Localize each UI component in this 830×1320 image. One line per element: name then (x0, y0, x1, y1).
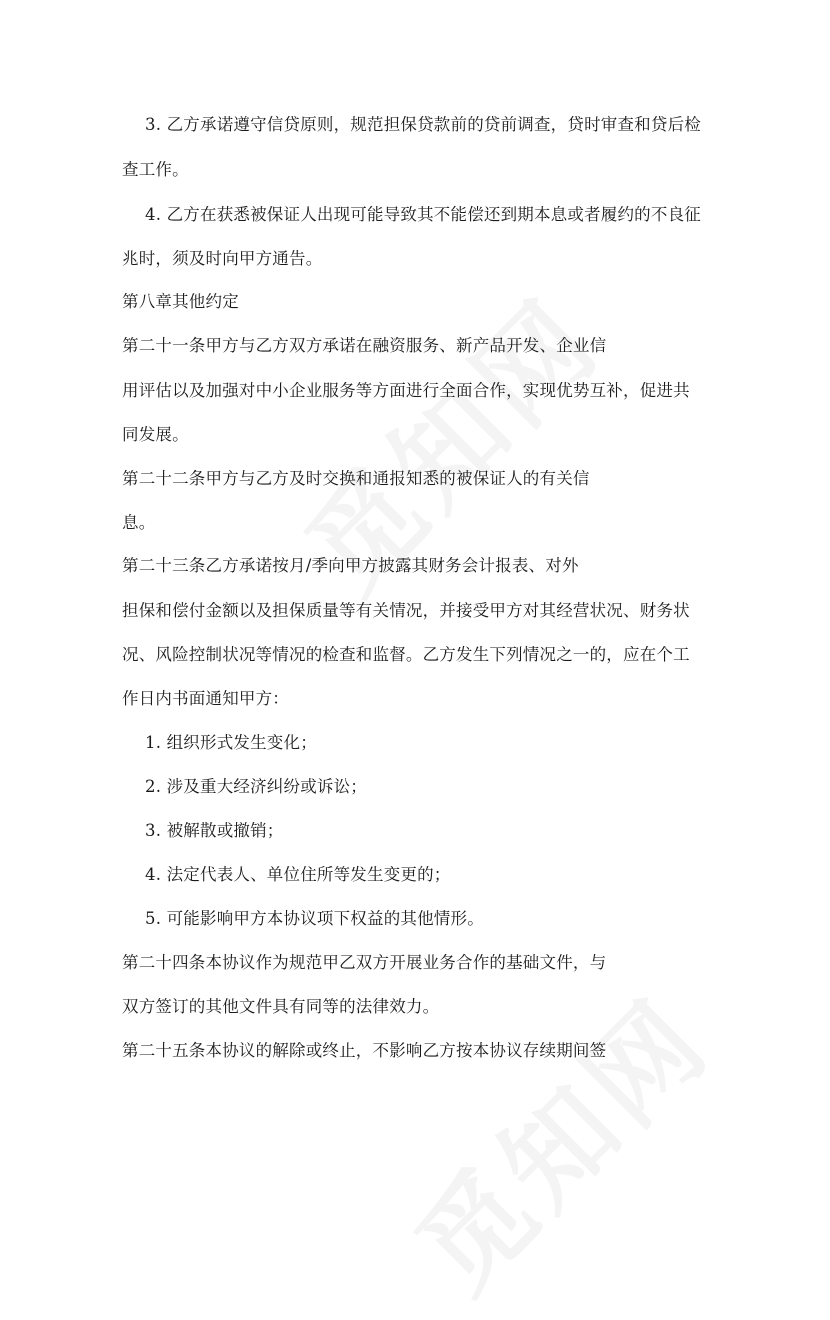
paragraph-line: 况、风险控制状况等情况的检查和监督。乙方发生下列情况之一的，应在个工 (122, 645, 690, 664)
article-21: 第二十一条甲方与乙方双方承诺在融资服务、新产品开发、企业信 (122, 336, 607, 355)
list-item-4: 4. 法定代表人、单位住所等发生变更的； (145, 865, 451, 884)
list-item-2: 2. 涉及重大经济纠纷或诉讼； (145, 777, 367, 796)
paragraph-line: 息。 (122, 513, 156, 532)
paragraph-line: 用评估以及加强对中小企业服务等方面进行全面合作，实现优势互补，促进共 (122, 381, 690, 400)
article-22: 第二十二条甲方与乙方及时交换和通报知悉的被保证人的有关信 (122, 469, 590, 488)
paragraph-line: 作日内书面通知甲方： (122, 689, 289, 708)
list-item-3: 3. 被解散或撤销； (145, 821, 284, 840)
paragraph-line: 兆时，须及时向甲方通告。 (122, 249, 323, 268)
list-item-5: 5. 可能影响甲方本协议项下权益的其他情形。 (145, 909, 484, 928)
list-item-4: 4. 乙方在获悉被保证人出现可能导致其不能偿还到期本息或者履约的不良征 (145, 205, 701, 224)
article-24: 第二十四条本协议作为规范甲乙双方开展业务合作的基础文件，与 (122, 953, 607, 972)
article-25: 第二十五条本协议的解除或终止，不影响乙方按本协议存续期间签 (122, 1041, 607, 1060)
list-item-1: 1. 组织形式发生变化； (145, 733, 317, 752)
paragraph-line: 同发展。 (122, 425, 189, 444)
chapter-heading: 第八章其他约定 (122, 292, 239, 311)
article-23: 第二十三条乙方承诺按月/季向甲方披露其财务会计报表、对外 (122, 556, 579, 575)
list-item-3: 3. 乙方承诺遵守信贷原则，规范担保贷款前的贷前调查，贷时审查和贷后检 (145, 115, 701, 134)
paragraph-line: 查工作。 (122, 160, 189, 179)
paragraph-line: 担保和偿付金额以及担保质量等有关情况，并接受甲方对其经营状况、财务状 (122, 601, 690, 620)
paragraph-line: 双方签订的其他文件具有同等的法律效力。 (122, 997, 440, 1016)
